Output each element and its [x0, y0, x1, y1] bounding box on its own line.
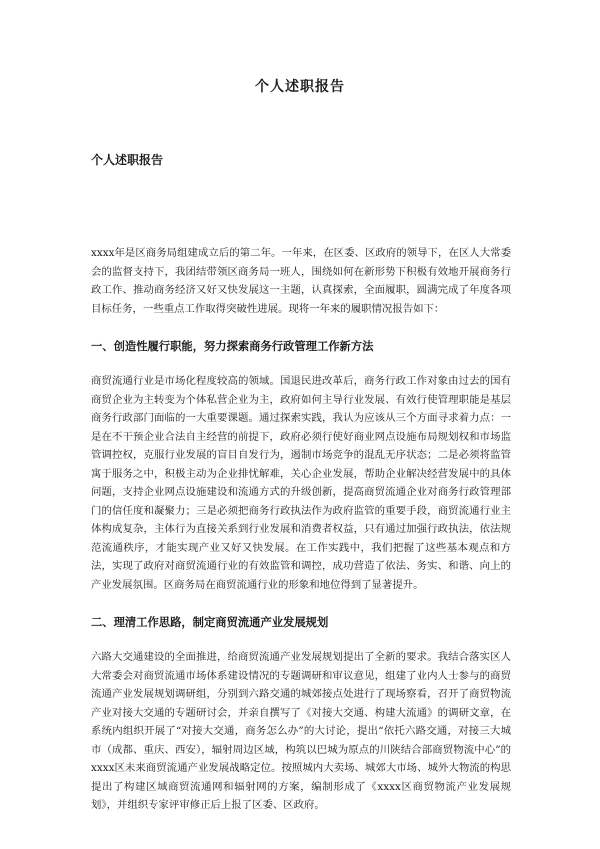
- document-title: 个人述职报告: [255, 79, 345, 95]
- section-2-heading: 二、理清工作思路，制定商贸流通产业发展规划: [91, 615, 329, 629]
- section-1-heading: 一、创造性履行职能，努力探索商务行政管理工作新方法: [91, 339, 374, 353]
- document-body: [91, 244, 511, 815]
- document-subtitle: 个人述职报告: [91, 153, 164, 167]
- section-2-paragraph: 六路大交通建设的全面推进，给商贸流通产业发展规划提出了全新的要求。我结合落实区人大常委会对商贸流通市场体系建设情况的专题调研和审议意见，组建了业内人士参与的商贸流通产业发展规划调研组，分别到六路交通的城郊接点处进行了现场察看，召开了商贸物流产业对接大交通的专题研讨会，并亲自撰写了《对接大交通、构建大流通》的调研文章，在系统内组织开展了“对接大交通，商务怎么办”的大讨论，提出“依托六路交通，对接三大城市（成都、重庆、西安），辐射周边区域，构筑以巴城为原点的川陕结合部商贸物流中心”的xxxx区未来商贸流通产业发展战略定位。按照城内大卖场、城郊大市场、城外大物流的构思提出了构建区域商贸流通网和辐射网的方案，编制形成了《xxxx区商贸物流产业发展规划》，并组织专家评审修正后上报了区委、区政府。: [91, 651, 511, 811]
- section-1-paragraph: 商贸流通行业是市场化程度较高的领域。国退民进改革后，商务行政工作对象由过去的国有商贸企业为主转变为个体私营企业为主，政府如何主导行业发展、有效行使管理职能是基层商务行政部门面临的一大重要课题。通过探索实践，我认为应该从三个方面寻求着力点：一是在不干预企业合法自主经营的前提下，政府必须行使好商业网点设施布局规划权和市场监管调控权，克服行业发展的盲目自发行为，遏制市场竞争的混乱无序状态；二是必须将监管寓于服务之中，积极主动为企业排忧解难，关心企业发展，帮助企业解决经营发展中的具体问题，支持企业网点设施建设和流通方式的升级创新，提高商贸流通企业对商务行政管理部门的信任度和凝聚力；三是必须把商务行政执法作为政府监管的重要手段，商贸流通行业主体构成复杂，主体行为直接关系到行业发展和消费者权益，只有通过加强行政执法，依法规范流通秩序，才能实现产业又好又快发展。在工作实践中，我们把握了这些基本观点和方法，实现了政府对商贸流通行业的有效监管和调控，成功营造了依法、务实、和谐、向上的产业发展氛围。区商务局在商贸流通行业的形象和地位得到了显著提升。: [91, 375, 511, 591]
- intro-paragraph: xxxx年是区商务局组建成立后的第二年。一年来，在区委、区政府的领导下，在区人大常委会的监督支持下，我团结带领区商务局一班人，围绕如何在新形势下积极有效地开展商务行政工作、推动商务经济又好又快发展这一主题，认真探索，全面履职，圆满完成了年度各项目标任务，一些重点工作取得突破性进展。现将一年来的履职情况报告如下：: [91, 247, 511, 315]
